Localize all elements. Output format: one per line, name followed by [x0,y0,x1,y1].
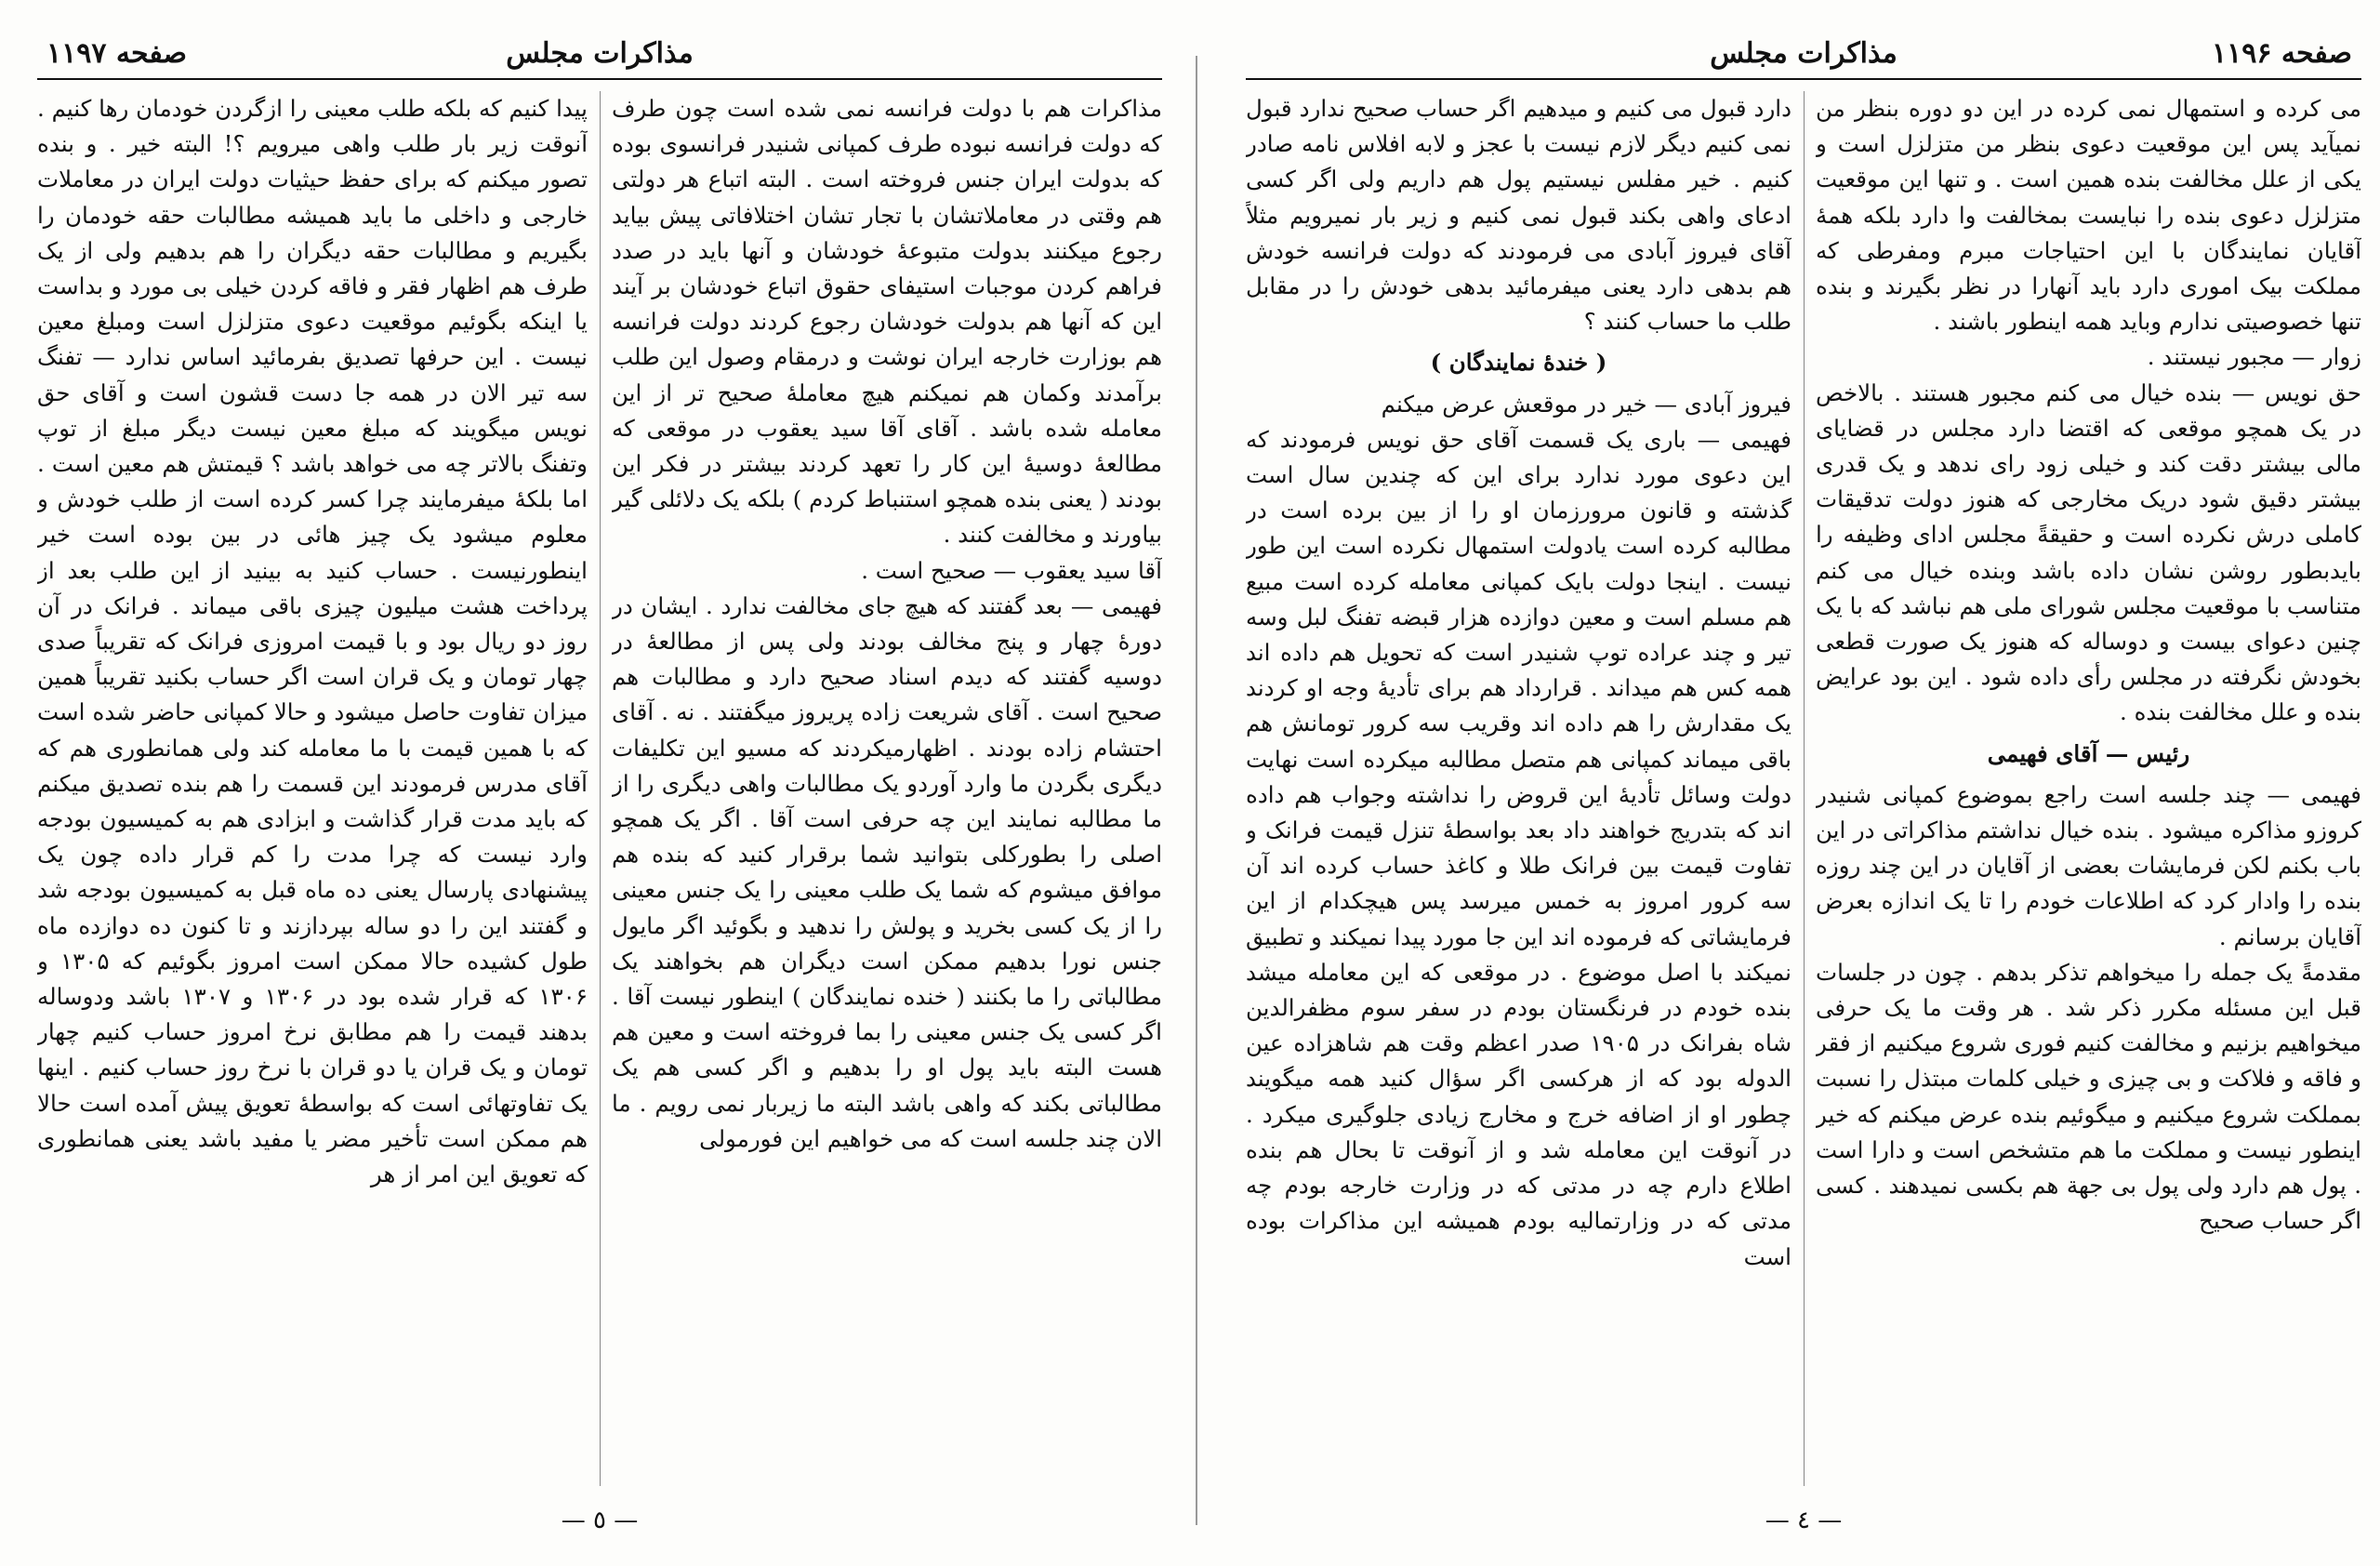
page-label: صفحه ۱۱۹۶ [2212,37,2352,70]
paragraph: زوار — مجبور نیستند . [2147,343,2361,371]
column-divider [600,91,601,1486]
page-label: صفحه ۱۱۹۷ [46,37,187,70]
running-title: مذاکرات مجلس [506,37,694,70]
paragraph: دارد قبول می کنیم و میدهیم اگر حساب صحیح ندارد قبول نمی کنیم دیگر لازم نیست با عجز و لابه افلاس نامه صادر کنیم . خیر مفلس نیستیم پول هم داریم ولی اگر کسی ادعای واهی بکند قبول نمی کنیم و زیر بار نمیرویم مثلاً آقای فیروز آبادی می فرمودند که دولت فرانسه خودش هم بدهی دارد یعنی میفرمائید بدهی خودش را در مقابل طلب ما حساب کنند ؟ [1246,95,1792,336]
page-header [1246,37,2361,80]
paragraph: فهیمی — چند جلسه است راجع بموضوع کمپانی شنیدر کروزو مذاکره میشود . بنده خیال نداشتم مذاکراتی در این باب بکنم لکن فرمایشات بعضی از آقایان در این چند روزه بنده را وادار کرد که اطلاعات خودم را تا یک اندازه بعرض آقایان برسانم . [1816,780,2361,950]
paragraph: می کرده و استمهال نمی کرده در این دو دوره بنظر من نمیآید پس این موقعیت دعوی بنظر من متزلزل است و یکی از علل مخالفت بنده همین است . و تنها این موقعیت متزلزل دعوی بنده را نبایست بمخالفت وا دارد بلکه همهٔ آقایان نمایندگان با این احتیاجات مبرم ومفرطی که مملکت بیک اموری دارد باید آنهارا در نظر بگیرند و بنده تنها خصوصیتی ندارم وباید همه اینطور باشند . [1816,95,2361,336]
paragraph: فهیمی — باری یک قسمت آقای حق نویس فرمودند که این دعوی مورد ندارد برای این که چندین سال است گذشته و قانون مرورزمان او را از بین برده است در مطالبه کرده است یادولت استمهال نکرده است این طور نیست . اینجا دولت بایک کمپانی معامله کرده است مبیع هم مسلم است و معین دوازده هزار قبضه تفنگ لبل وسه تیر و چند عراده توپ شنیدر است که تحویل هم داده اند همه کس هم میداند . قرارداد هم برای تأدیهٔ وجه او کردند یک مقدارش را هم داده اند وقریب سه کرور تومانش هم باقی میماند کمپانی هم متصل مطالبه میکرده است نهایت دولت وسائل تأدیهٔ این قروض را نداشته وجواب هم داده اند که بتدریج خواهند داد بعد بواسطهٔ تنزل قیمت فرانک و تفاوت قیمت بین فرانک طلا و کاغذ حساب کرده اند آن سه کرور امروز به خمس میرسد پس هیچکدام از این فرمایشاتی که فرموده اند این جا مورد پیدا نمیکند و تطبیق نمیکند با اصل موضوع . در موقعی که این معامله میشد بنده خودم در فرنگستان بودم در سفر سوم مظفرالدین شاه بفرانک در ۱۹۰۵ صدر اعظم وقت هم شاهزاده عین الدوله بود که از هرکسی اگر سؤال کنید همه میگویند چطور او از اضافه خرج و مخارج زیادی جلوگیری میکرد . در آنوقت این معامله شد و از آنوقت تا بحال هم بنده اطلاع دارم چه در مدتی که در وزارت خارجه بودم چه مدتی که در وزارتمالیه بودم همیشه این مذاکرات بوده است [1246,425,1792,1270]
page-header [37,37,1162,80]
paragraph: مقدمةً یک جمله را میخواهم تذکر بدهم . چون در جلسات قبل این مسئله مکرر ذکر شد . هر وقت ما یک حرفی میخواهیم بزنیم و مخالفت کنیم فوری شروع میکنیم از فقر و فاقه و فلاکت و بی چیزی و خیلی کلمات مبتذل را نسبت بمملکت شروع میکنیم و میگوئیم بنده عرض میکنم که خیر اینطور نیست و مملکت ما هم متشخص است و دارا است . پول هم دارد ولی پول بی جهة هم بکسی نمیدهند . کسی اگر حساب صحیح [1816,958,2361,1235]
paragraph: پیدا کنیم که بلکه طلب معینی را ازگردن خودمان رها کنیم . آنوقت زیر بار طلب واهی میرویم ؟! البته خیر . و بنده تصور میکنم که برای حفظ حیثیات دولت ایران در معاملات خارجی و داخلی ما باید همیشه مطالبات حقه خودمان را بگیریم و مطالبات حقه دیگران را هم بدهیم ولی از یک طرف هم اظهار فقر و فاقه کردن خیلی بی مورد و بداست یا اینکه بگوئیم موقعیت دعوی متزلزل است ومبلغ معین نیست . این حرفها تصدیق بفرمائید اساس ندارد — تفنگ سه تیر الان در همه جا دست قشون است و آقای حق نویس میگویند که مبلغ معین نیست دیگر مبلغ از توپ وتفنگ بالاتر چه می خواهد باشد ؟ قیمتش هم معین است . اما بلکهٔ میفرمایند چرا کسر کرده است از طلب خودش و معلوم میشود یک چیز هائی در بین بوده است خیر اینطورنیست . حساب کنید به بینید از این طلب بعد از پرداخت هشت میلیون چیزی باقی میماند . فرانک در آن روز دو ریال بود و با قیمت امروزی فرانک که تقریباً صدی چهار تومان و یک قران است اگر حساب بکنید تقریباً همین میزان تفاوت حاصل میشود و حالا کمپانی حاضر شده است که با همین قیمت با ما معامله کند ولی همانطوری هم که آقای مدرس فرمودند این قسمت را هم بنده تصدیق میکنم که باید مدت قرار گذاشت و ابزادی هم به کمیسیون بودجه وارد نیست که چرا مدت را کم قرار داده چون یک پیشنهادی پارسال یعنی ده ماه قبل به کمیسیون بودجه شد و گفتند این را دو ساله بپردازند و تا کنون ده دوازده ماه طول کشیده حالا ممکن است امروز بگوئیم که ۱۳۰۵ و ۱۳۰۶ که قرار شده بود در ۱۳۰۶ و ۱۳۰۷ باشد ودوساله بدهند قیمت را هم مطابق نرخ امروز حساب کنیم چهار تومان و یک قران یا دو قران با نرخ روز حساب کنیم . اینها یک تفاوتهائی است که بواسطهٔ تعویق پیش آمده است حالا هم ممکن است تأخیر مضر یا مفید باشد یعنی همانطوری که تعویق این امر از هر [37,95,588,1188]
section-heading: ( خندهٔ نمایندگان ) [1430,349,1607,377]
left-column [37,91,588,1486]
left-column [1246,91,1792,1486]
paragraph: حق نویس — بنده خیال می کنم مجبور هستند . بالاخص در یک همچو موقعی که اقتضا دارد مجلس در قضایای مالی بیشتر دقت کند و خیلی زود رای ندهد و یک قدری بیشتر دقیق شود دریک مخارجی که هنوز دولت تدقیقات کاملی درش نکرده است و حقیقةً مجلس ادای وظیفه را بایدبطور روشن نشان داده باشد وبنده خیال می کنم متناسب با موقعیت مجلس شورای ملی هم نباشد که با یک چنین دعوای بیست و دوساله که هنوز یک صورت قطعی بخودش نگرفته در مجلس رأی داده شود . این بود عرایض بنده و علل مخالفت بنده . [1816,378,2361,726]
paragraph: آقا سید یعقوب — صحیح است . [861,556,1162,584]
right-column [1816,91,2361,1486]
paragraph: فهیمی — بعد گفتند که هیچ جای مخالفت ندارد . ایشان در دورهٔ چهار و پنج مخالف بودند ولی پس از مطالعهٔ در دوسیه گفتند که دیدم اسناد صحیح دارد و مطالبات هم صحیح است . آقای شریعت زاده پریروز میگفتند . نه . آقای احتشام زاده بودند . اظهارمیکردند که مسیو این تکلیفات دیگری بگردن ما وارد آوردو یک مطالبات واهی دیگری را از ما مطالبه نمایند این چه حرفی است آقا . اگر یک همچو اصلی را بطورکلی بتوانید شما برقرار کنید که بنده هم موافق میشوم که شما یک طلب معینی را یک جنس معینی را از یک کسی بخرید و پولش را ندهید و بگوئید اگر مایول جنس نورا بدهیم ممکن است دیگران هم بخواهند یک مطالباتی را ما بکنند ( خنده نمایندگان ) اینطور نیست آقا . اگر کسی یک جنس معینی را بما فروخته است و معین هم هست البته باید پول او را بدهیم و اگر کسی هم یک مطالباتی بکند که واهی باشد البته ما زیربار نمی رویم . ما الان چند جلسه است که می خواهیم این فورمولی [612,591,1162,1152]
page-number: — ٤ — [1765,1506,1843,1534]
book-spine [1196,56,1197,1525]
page-1196 [1246,37,2361,1553]
right-column [612,91,1162,1486]
page-number: — ٥ — [561,1506,639,1534]
column-divider [1804,91,1805,1486]
running-title: مذاکرات مجلس [1710,37,1897,70]
paragraph: فیروز آبادی — خیر در موقعش عرض میکنم [1381,390,1792,418]
page-1197 [37,37,1162,1553]
section-heading: رئیس — آقای فهیمی [1987,739,2190,767]
paragraph: مذاکرات هم با دولت فرانسه نمی شده است چون طرف که دولت فرانسه نبوده طرف کمپانی شنیدر فرانسوی بوده که بدولت ایران جنس فروخته است . البته اتباع هر دولتی هم وقتی در معاملاتشان با تجار تشان اختلافاتی پیش بیاید رجوع میکنند بدولت متبوعهٔ خودشان و آنها باید در صدد فراهم کردن موجبات استیفای حقوق اتباع خودشان بر آیند این که آنها هم بدولت خودشان رجوع کردند دولت فرانسه هم بوزارت خارجه ایران نوشت و درمقام وصول این طلب برآمدند وکمان هم نمیکنم هیچ معاملهٔ صحیح تر از این معامله شده باشد . آقای آقا سید یعقوب در موقعی که مطالعهٔ دوسیهٔ این کار را تعهد کردند بیشتر در فکر این بودند ( یعنی بنده همچو استنباط کردم ) بلکه یک دلائلی گیر بیاورند و مخالفت کنند . [612,95,1162,549]
